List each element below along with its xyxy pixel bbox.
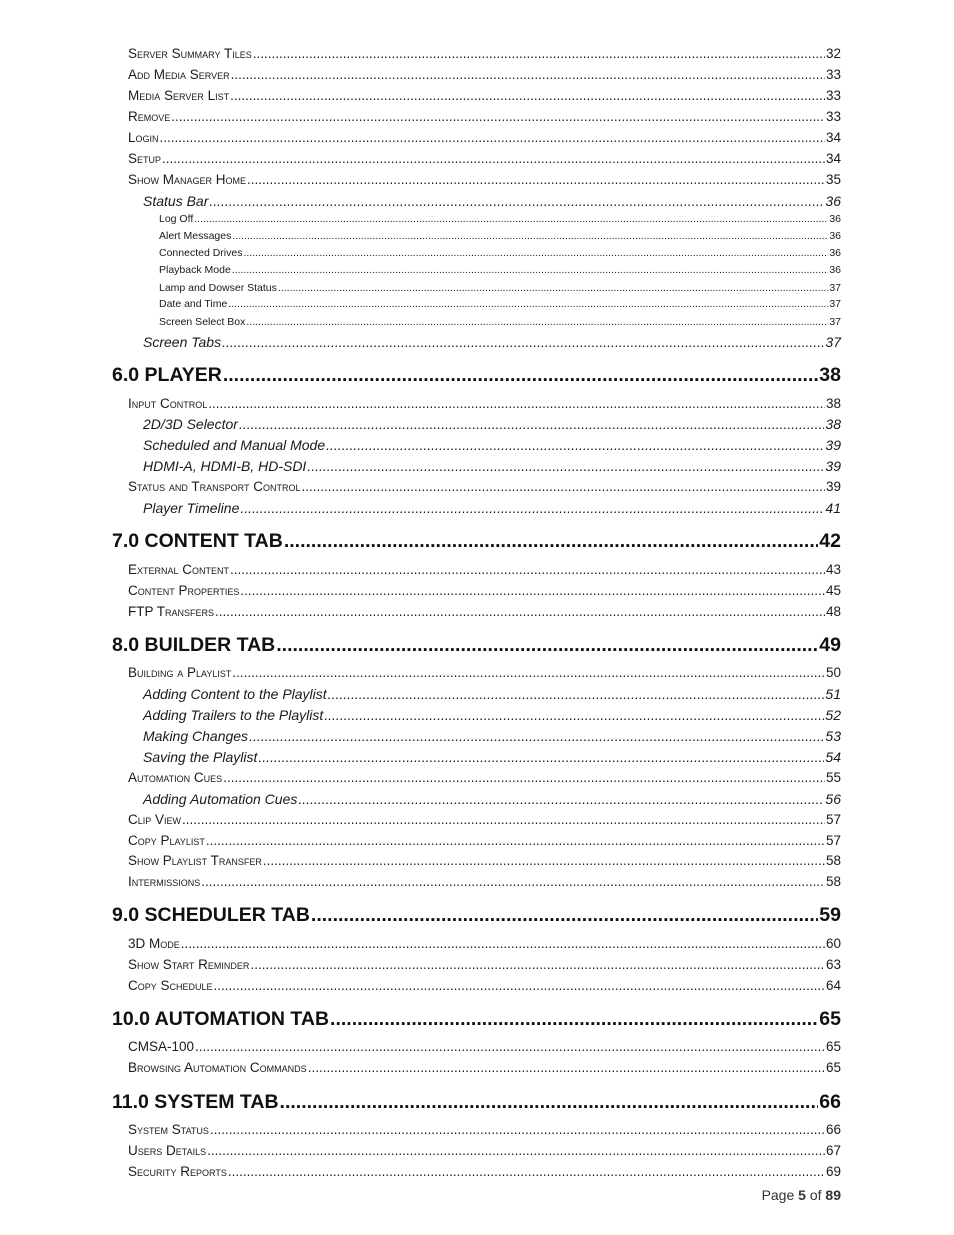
toc-dot-leader [181,936,825,951]
toc-entry-title: Clip View [128,812,182,827]
toc-entry-page: 38 [819,364,841,386]
toc-entry-level-2[interactable] [128,833,841,851]
toc-entry-level-3[interactable] [143,707,841,725]
toc-entry-level-2[interactable] [128,936,841,954]
toc-dot-leader [250,957,825,972]
toc-entry-title: Scheduled and Manual Mode [143,437,326,453]
toc-entry-page: 48 [825,604,841,619]
toc-entry-title: Content Properties [128,583,240,598]
toc-entry-level-2[interactable] [128,583,841,601]
toc-dot-leader [307,458,824,474]
toc-dot-leader [284,530,818,553]
toc-dot-leader [330,1008,818,1031]
toc-entry-page: 41 [825,500,841,516]
toc-dot-leader [239,416,824,432]
toc-entry-page: 38 [825,396,841,411]
toc-entry-level-4[interactable] [159,213,841,227]
toc-entry-title: Building a Playlist [128,665,232,680]
toc-entry-title: Show Playlist Transfer [128,853,262,868]
toc-entry-level-1[interactable] [112,1008,841,1034]
toc-entry-title: 3D Mode [128,936,180,951]
toc-entry-title: Playback Mode [159,264,231,276]
footer-prefix: Page [761,1187,795,1203]
toc-entry-title: Adding Trailers to the Playlist [143,707,324,723]
toc-dot-leader [160,130,825,145]
toc-entry-page: 66 [819,1091,841,1113]
toc-dot-leader [206,833,825,848]
toc-entry-level-2[interactable] [128,88,841,106]
toc-entry-level-2[interactable] [128,479,841,497]
toc-entry-title: Browsing Automation Commands [128,1060,307,1075]
toc-dot-leader [195,1039,825,1054]
toc-entry-level-2[interactable] [128,130,841,148]
toc-entry-title: Screen Select Box [159,316,246,328]
toc-entry-page: 33 [825,109,841,124]
toc-entry-page: 39 [825,437,841,453]
toc-entry-page: 35 [825,172,841,187]
toc-entry-level-3[interactable] [143,334,841,352]
toc-entry-title: External Content [128,562,230,577]
toc-entry-level-4[interactable] [159,264,841,278]
toc-entry-level-2[interactable] [128,151,841,169]
toc-entry-level-1[interactable] [112,904,841,930]
toc-entry-level-2[interactable] [128,1039,841,1057]
toc-entry-page: 37 [829,282,841,294]
toc-entry-level-3[interactable] [143,437,841,455]
toc-dot-leader [232,264,829,276]
toc-entry-page: 49 [819,634,841,656]
toc-entry-title: Show Start Reminder [128,957,250,972]
toc-entry-page: 42 [819,530,841,552]
toc-dot-leader [278,282,828,294]
toc-dot-leader [162,151,825,166]
toc-dot-leader [228,298,828,310]
toc-dot-leader [247,172,825,187]
toc-entry-title: Player Timeline [143,500,240,516]
toc-entry-page: 32 [825,46,841,61]
footer-of: of [809,1187,822,1203]
toc-dot-leader [194,213,828,225]
toc-entry-page: 39 [825,458,841,474]
toc-entry-level-2[interactable] [128,957,841,975]
toc-entry-title: Making Changes [143,728,249,744]
toc-entry-page: 66 [825,1122,841,1137]
toc-entry-page: 58 [825,874,841,889]
toc-entry-page: 37 [825,334,841,350]
toc-entry-title: Adding Automation Cues [143,791,298,807]
toc-entry-title: Status Bar [143,193,209,209]
toc-dot-leader [210,1122,825,1137]
toc-entry-level-1[interactable] [112,634,841,660]
toc-entry-level-2[interactable] [128,396,841,414]
toc-entry-page: 60 [825,936,841,951]
toc-entry-page: 33 [825,88,841,103]
toc-entry-page: 55 [825,770,841,785]
toc-entry-page: 65 [825,1060,841,1075]
toc-entry-level-3[interactable] [143,193,841,211]
toc-entry-title: Show Manager Home [128,172,247,187]
toc-entry-page: 64 [825,978,841,993]
toc-entry-page: 43 [825,562,841,577]
toc-dot-leader [228,1164,825,1179]
toc-dot-leader [231,67,825,82]
toc-dot-leader [311,904,818,927]
toc-entry-page: 37 [829,298,841,310]
toc-entry-level-2[interactable] [128,978,841,996]
toc-dot-leader [324,707,824,723]
toc-entry-page: 38 [825,416,841,432]
footer-current-page: 5 [798,1187,806,1203]
toc-dot-leader [230,562,825,577]
toc-entry-level-2[interactable] [128,812,841,830]
toc-entry-title: Input Control [128,396,208,411]
toc-entry-page: 36 [829,213,841,225]
toc-entry-level-2[interactable] [128,1143,841,1161]
toc-entry-level-2[interactable] [128,172,841,190]
toc-entry-title: Server Summary Tiles [128,46,252,61]
toc-dot-leader [240,500,824,516]
toc-entry-level-2[interactable] [128,665,841,683]
toc-entry-page: 69 [825,1164,841,1179]
toc-entry-title: Lamp and Dowser Status [159,282,277,294]
toc-entry-title: Screen Tabs [143,334,222,350]
toc-entry-title: Media Server List [128,88,230,103]
toc-entry-title: Connected Drives [159,247,243,259]
toc-entry-title: Setup [128,151,162,166]
toc-entry-level-4[interactable] [159,247,841,261]
toc-dot-leader [171,109,825,124]
footer-total-pages: 89 [825,1187,841,1203]
toc-entry-level-2[interactable] [128,562,841,580]
toc-entry-page: 36 [829,264,841,276]
toc-dot-leader [308,1060,825,1075]
toc-entry-page: 54 [825,749,841,765]
toc-entry-page: 45 [825,583,841,598]
toc-entry-level-2[interactable] [128,1060,841,1078]
toc-dot-leader [240,583,825,598]
toc-entry-page: 56 [825,791,841,807]
toc-entry-level-2[interactable] [128,604,841,622]
toc-entry-title: 8.0 BUILDER TAB [112,634,276,656]
toc-entry-level-3[interactable] [143,728,841,746]
toc-dot-leader [182,812,825,827]
toc-entry-title: Users Details [128,1143,207,1158]
toc-entry-page: 34 [825,151,841,166]
toc-entry-level-3[interactable] [143,458,841,476]
toc-entry-page: 52 [825,707,841,723]
toc-dot-leader [298,791,824,807]
toc-entry-level-1[interactable] [112,364,841,390]
toc-entry-title: FTP Transfers [128,604,215,619]
toc-entry-page: 57 [825,812,841,827]
toc-entry-title: 11.0 SYSTEM TAB [112,1091,279,1113]
toc-entry-page: 65 [819,1008,841,1030]
toc-entry-title: 10.0 AUTOMATION TAB [112,1008,330,1030]
toc-dot-leader [232,665,825,680]
toc-entry-level-3[interactable] [143,686,841,704]
toc-dot-leader [223,770,825,785]
toc-dot-leader [209,193,824,209]
toc-dot-leader [258,749,824,765]
toc-entry-title: Date and Time [159,298,228,310]
toc-entry-level-4[interactable] [159,282,841,296]
toc-entry-page: 36 [829,230,841,242]
toc-entry-title: Login [128,130,159,145]
toc-dot-leader [328,686,825,702]
toc-entry-page: 34 [825,130,841,145]
toc-entry-page: 65 [825,1039,841,1054]
toc-dot-leader [246,316,828,328]
toc-entry-title: 6.0 PLAYER [112,364,222,386]
toc-entry-level-2[interactable] [128,109,841,127]
toc-entry-page: 33 [825,67,841,82]
toc-entry-page: 39 [825,479,841,494]
toc-entry-title: 2D/3D Selector [143,416,238,432]
toc-entry-level-3[interactable] [143,500,841,518]
toc-entry-title: 7.0 CONTENT TAB [112,530,283,552]
toc-entry-page: 58 [825,853,841,868]
toc-entry-title: HDMI-A, HDMI-B, HD-SDI [143,458,307,474]
toc-entry-title: Copy Schedule [128,978,213,993]
toc-entry-title: Alert Messages [159,230,232,242]
toc-entry-page: 36 [825,193,841,209]
toc-entry-level-4[interactable] [159,230,841,244]
toc-entry-level-2[interactable] [128,853,841,871]
toc-dot-leader [215,604,825,619]
toc-entry-level-2[interactable] [128,1122,841,1140]
toc-entry-title: System Status [128,1122,209,1137]
toc-entry-title: Remove [128,109,171,124]
toc-dot-leader [214,978,825,993]
toc-dot-leader [253,46,825,61]
toc-entry-level-2[interactable] [128,67,841,85]
toc-dot-leader [276,634,818,657]
toc-entry-title: 9.0 SCHEDULER TAB [112,904,310,926]
toc-entry-title: Adding Content to the Playlist [143,686,327,702]
toc-entry-level-4[interactable] [159,298,841,312]
toc-entry-title: Saving the Playlist [143,749,258,765]
toc-entry-level-2[interactable] [128,1164,841,1182]
toc-entry-level-3[interactable] [143,749,841,767]
toc-dot-leader [249,728,824,744]
toc-entry-title: Log Off [159,213,194,225]
toc-entry-title: Add Media Server [128,67,230,82]
toc-entry-title: Security Reports [128,1164,227,1179]
toc-dot-leader [230,88,825,103]
toc-entry-page: 63 [825,957,841,972]
toc-dot-leader [207,1143,825,1158]
toc-entry-page: 53 [825,728,841,744]
toc-dot-leader [232,230,828,242]
toc-entry-level-3[interactable] [143,416,841,434]
toc-dot-leader [208,396,825,411]
toc-dot-leader [326,437,824,453]
toc-dot-leader [263,853,825,868]
toc-entry-level-4[interactable] [159,316,841,330]
toc-entry-page: 51 [825,686,841,702]
toc-dot-leader [201,874,825,889]
toc-entry-level-1[interactable] [112,530,841,556]
toc-dot-leader [243,247,828,259]
toc-entry-title: CMSA-100 [128,1039,195,1054]
toc-entry-level-2[interactable] [128,770,841,788]
toc-dot-leader [280,1091,819,1114]
toc-entry-title: Copy Playlist [128,833,205,848]
toc-dot-leader [302,479,825,494]
toc-entry-title: Automation Cues [128,770,223,785]
toc-entry-level-2[interactable] [128,46,841,64]
toc-entry-level-1[interactable] [112,1091,841,1117]
toc-entry-page: 37 [829,316,841,328]
toc-entry-level-3[interactable] [143,791,841,809]
toc-entry-page: 50 [825,665,841,680]
toc-entry-page: 67 [825,1143,841,1158]
toc-entry-page: 36 [829,247,841,259]
toc-dot-leader [222,334,824,350]
toc-entry-title: Status and Transport Control [128,479,301,494]
page-footer [762,1187,841,1203]
toc-entry-title: Intermissions [128,874,201,889]
toc-entry-level-2[interactable] [128,874,841,892]
toc-entry-page: 59 [819,904,841,926]
toc-entry-page: 57 [825,833,841,848]
toc-dot-leader [223,364,818,387]
